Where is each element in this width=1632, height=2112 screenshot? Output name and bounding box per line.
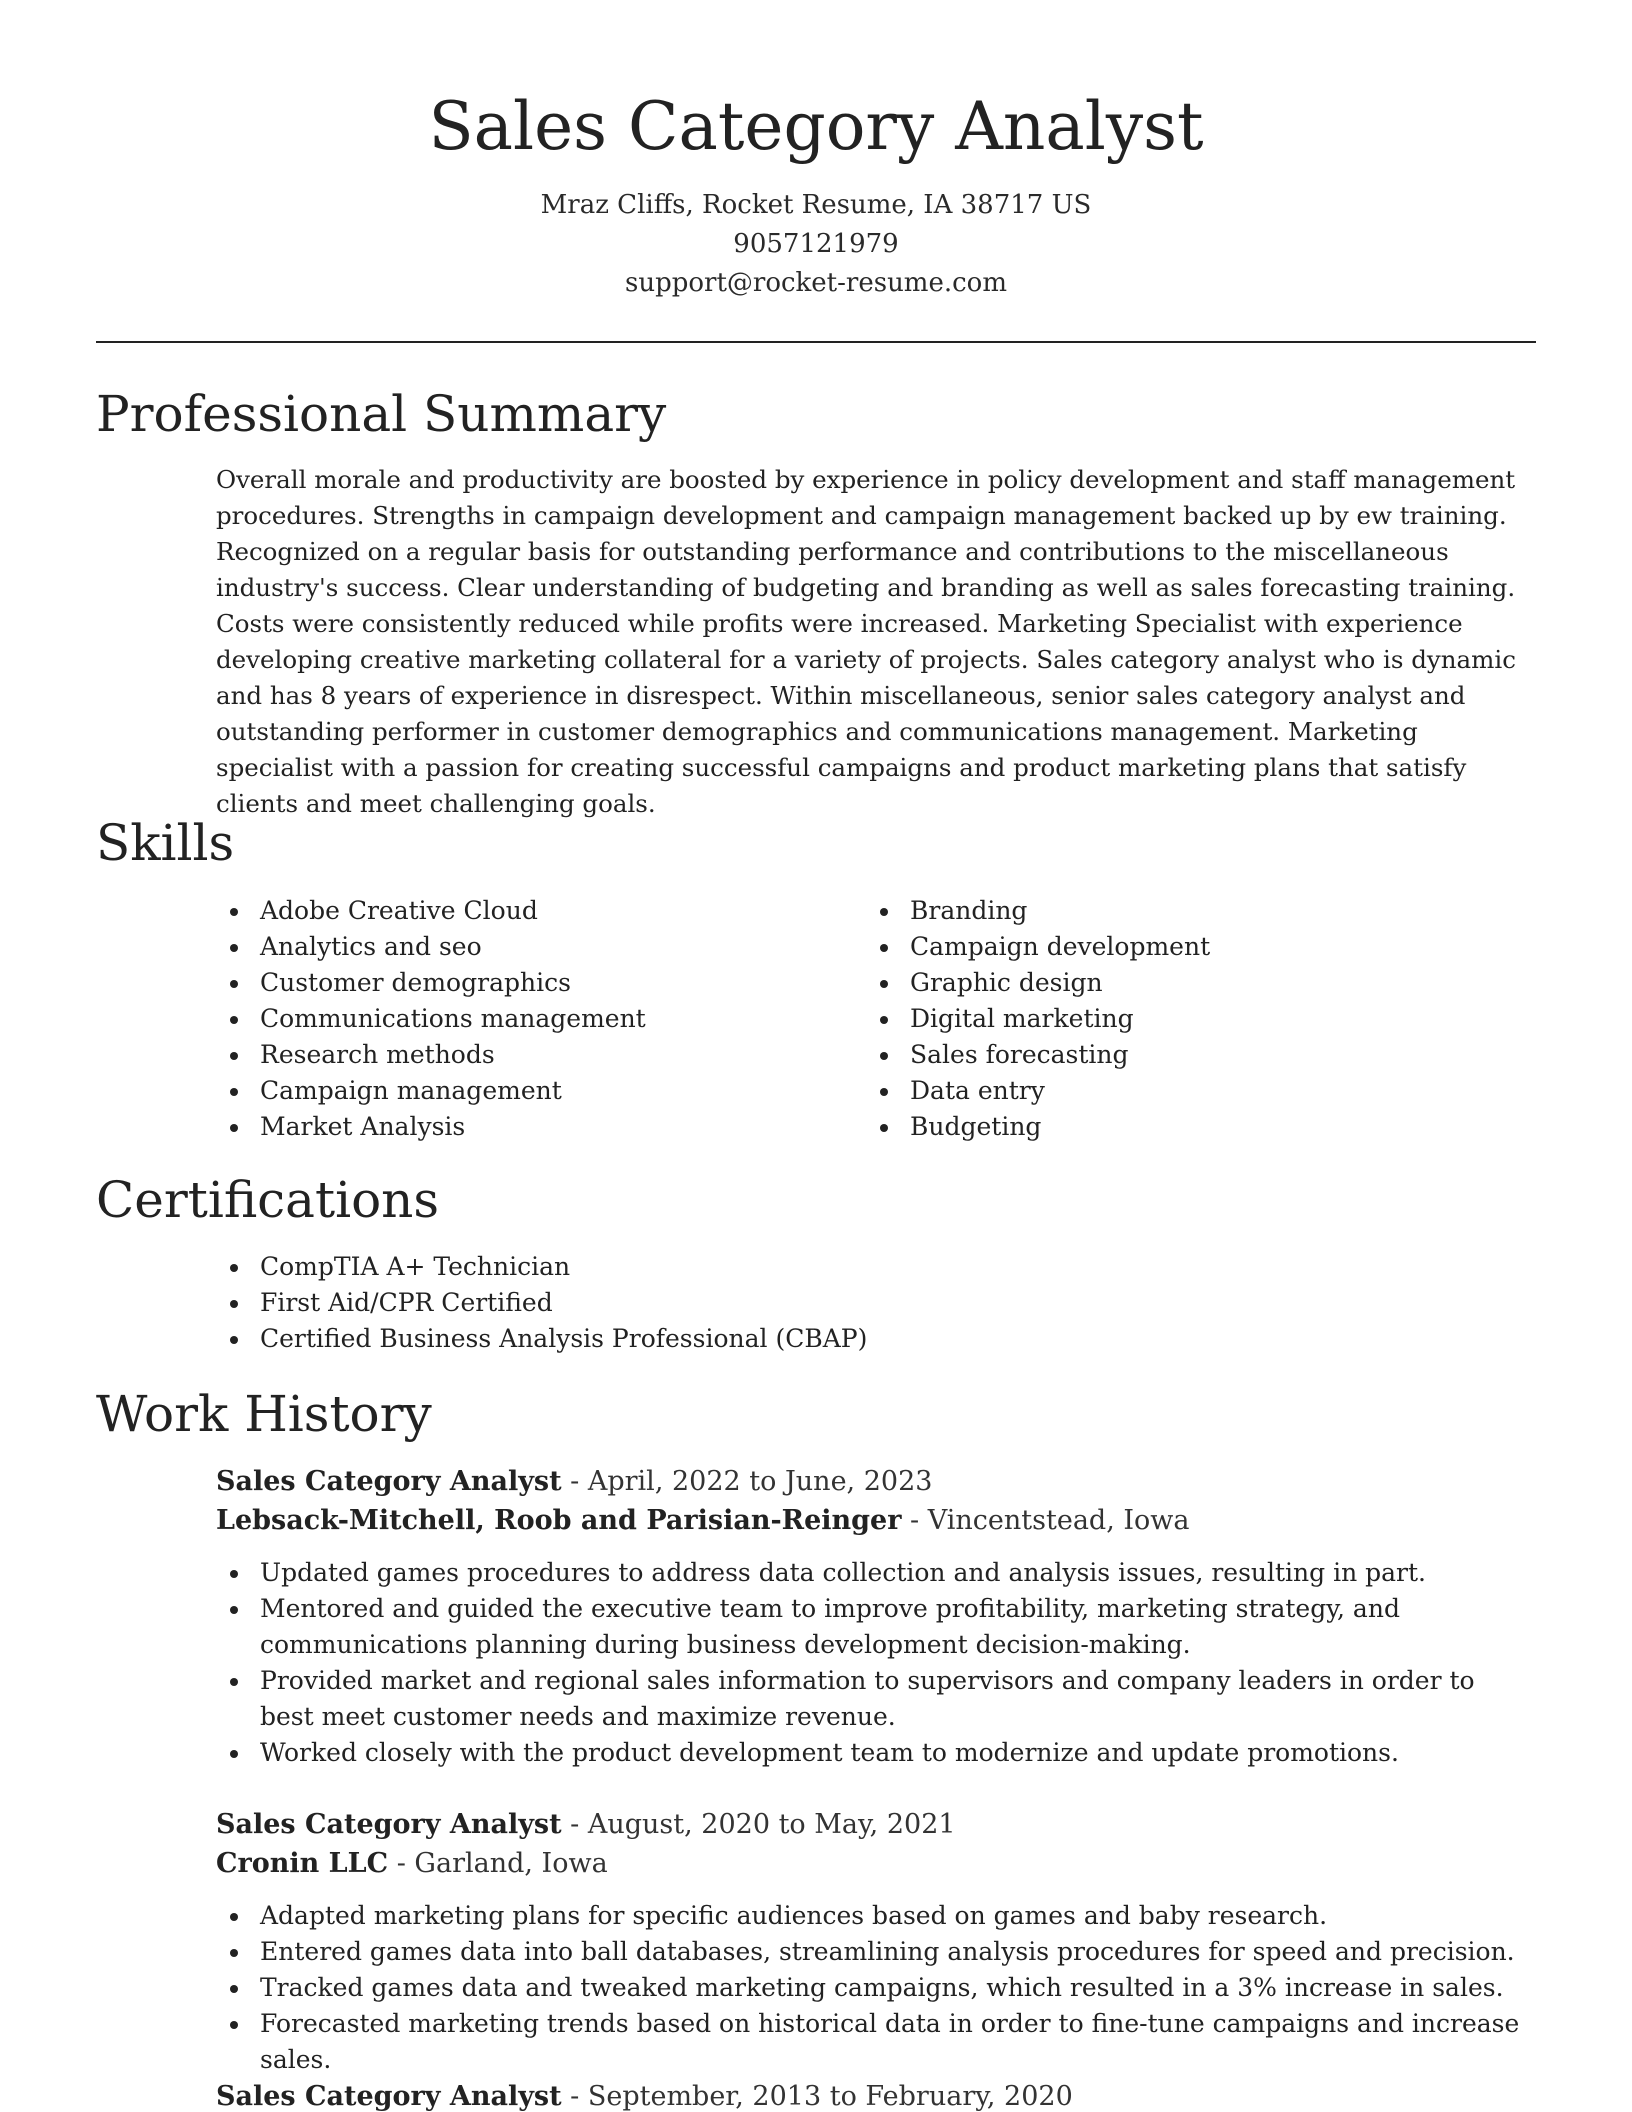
job-entry <box>216 1805 1536 2078</box>
job-company: Cronin LLC <box>216 1848 389 1879</box>
certification-item: First Aid/CPR Certified <box>216 1285 1536 1321</box>
work-history-heading: Work History <box>96 1385 432 1443</box>
job-title: Sales Category Analyst <box>216 2081 562 2112</box>
candidate-name: Sales Category Analyst <box>428 88 1204 165</box>
job-bullet: Forecasted marketing trends based on historical data in order to fine-tune campaigns and increase sales. <box>216 2006 1536 2078</box>
summary-text: Overall morale and productivity are boosted by experience in policy development and staff management procedures. Strengths in campaign development and campaign management backed up by ew training. Recognized on a regular basis for outstanding performance and contributions to the miscellaneous industry's success. Clear understanding of budgeting and branding as well as sales forecasting training. Costs were consistently reduced while profits were increased. Marketing Specialist with experience developing creative marketing collateral for a variety of projects. Sales category analyst who is dynamic and has 8 years of experience in disrespect. Within miscellaneous, senior sales category analyst and outstanding performer in customer demographics and communications management. Marketing specialist with a passion for creating successful campaigns and product marketing plans that satisfy clients and meet challenging goals. <box>216 465 1516 818</box>
resume-header <box>96 82 1536 303</box>
job-title-line <box>216 1462 1536 1501</box>
separator: - <box>901 1505 928 1536</box>
skills-heading: Skills <box>96 814 235 872</box>
job-location: Vincentstead, Iowa <box>927 1505 1190 1536</box>
certification-item: CompTIA A+ Technician <box>216 1249 1536 1285</box>
job-entry <box>216 1462 1536 1771</box>
job-location: Garland, Iowa <box>414 1848 608 1879</box>
job-title: Sales Category Analyst <box>216 1809 562 1840</box>
job-entry <box>216 2077 1536 2112</box>
contact-address: Mraz Cliffs, Rocket Resume, IA 38717 US <box>540 190 1092 220</box>
separator: - <box>388 1848 415 1879</box>
skill-item: Customer demographics <box>216 965 836 1001</box>
skill-item: Market Analysis <box>216 1109 836 1145</box>
job-bullets <box>216 1555 1536 1771</box>
job-bullet: Tracked games data and tweaked marketing campaigns, which resulted in a 3% increase in sales. <box>216 1970 1536 2006</box>
job-bullet: Adapted marketing plans for specific audiences based on games and baby research. <box>216 1898 1536 1934</box>
header-divider <box>96 341 1536 343</box>
skill-item: Digital marketing <box>866 1001 1486 1037</box>
skill-item: Campaign management <box>216 1073 836 1109</box>
skills-list-left <box>216 893 836 1145</box>
job-title: Sales Category Analyst <box>216 1466 562 1497</box>
job-title-line <box>216 1805 1536 1844</box>
job-dates: April, 2022 to June, 2023 <box>587 1466 933 1497</box>
skills-list-right <box>866 893 1486 1145</box>
certifications-list <box>216 1249 1536 1357</box>
skill-item: Sales forecasting <box>866 1037 1486 1073</box>
job-bullet: Mentored and guided the executive team to improve profitability, marketing strategy, and communications planning during business development decision-making. <box>216 1591 1536 1663</box>
certification-item: Certified Business Analysis Professional (CBAP) <box>216 1321 1536 1357</box>
job-bullet: Updated games procedures to address data collection and analysis issues, resulting in part. <box>216 1555 1536 1591</box>
skill-item: Data entry <box>866 1073 1486 1109</box>
skill-item: Research methods <box>216 1037 836 1073</box>
job-bullet: Worked closely with the product development team to modernize and update promotions. <box>216 1735 1536 1771</box>
separator: - <box>561 2081 588 2112</box>
skill-item: Analytics and seo <box>216 929 836 965</box>
separator: - <box>561 1809 588 1840</box>
job-company-line <box>216 1501 1536 1540</box>
summary-heading: Professional Summary <box>96 385 667 443</box>
skill-item: Communications management <box>216 1001 836 1037</box>
skill-item: Graphic design <box>866 965 1486 1001</box>
job-title-line <box>216 2077 1536 2112</box>
job-bullets <box>216 1898 1536 2078</box>
separator: - <box>561 1466 588 1497</box>
job-company-line <box>216 1844 1536 1883</box>
job-dates: August, 2020 to May, 2021 <box>587 1809 956 1840</box>
skill-item: Campaign development <box>866 929 1486 965</box>
contact-email: support@rocket-resume.com <box>624 268 1007 298</box>
skill-item: Branding <box>866 893 1486 929</box>
certifications-heading: Certifications <box>96 1171 440 1229</box>
job-dates: September, 2013 to February, 2020 <box>587 2081 1073 2112</box>
job-bullet: Entered games data into ball databases, streamlining analysis procedures for speed and precision. <box>216 1934 1536 1970</box>
contact-phone: 9057121979 <box>733 229 899 259</box>
skill-item: Budgeting <box>866 1109 1486 1145</box>
job-bullet: Provided market and regional sales information to supervisors and company leaders in order to best meet customer needs and maximize revenue. <box>216 1663 1536 1735</box>
skill-item: Adobe Creative Cloud <box>216 893 836 929</box>
job-company: Lebsack-Mitchell, Roob and Parisian-Reinger <box>216 1505 902 1536</box>
